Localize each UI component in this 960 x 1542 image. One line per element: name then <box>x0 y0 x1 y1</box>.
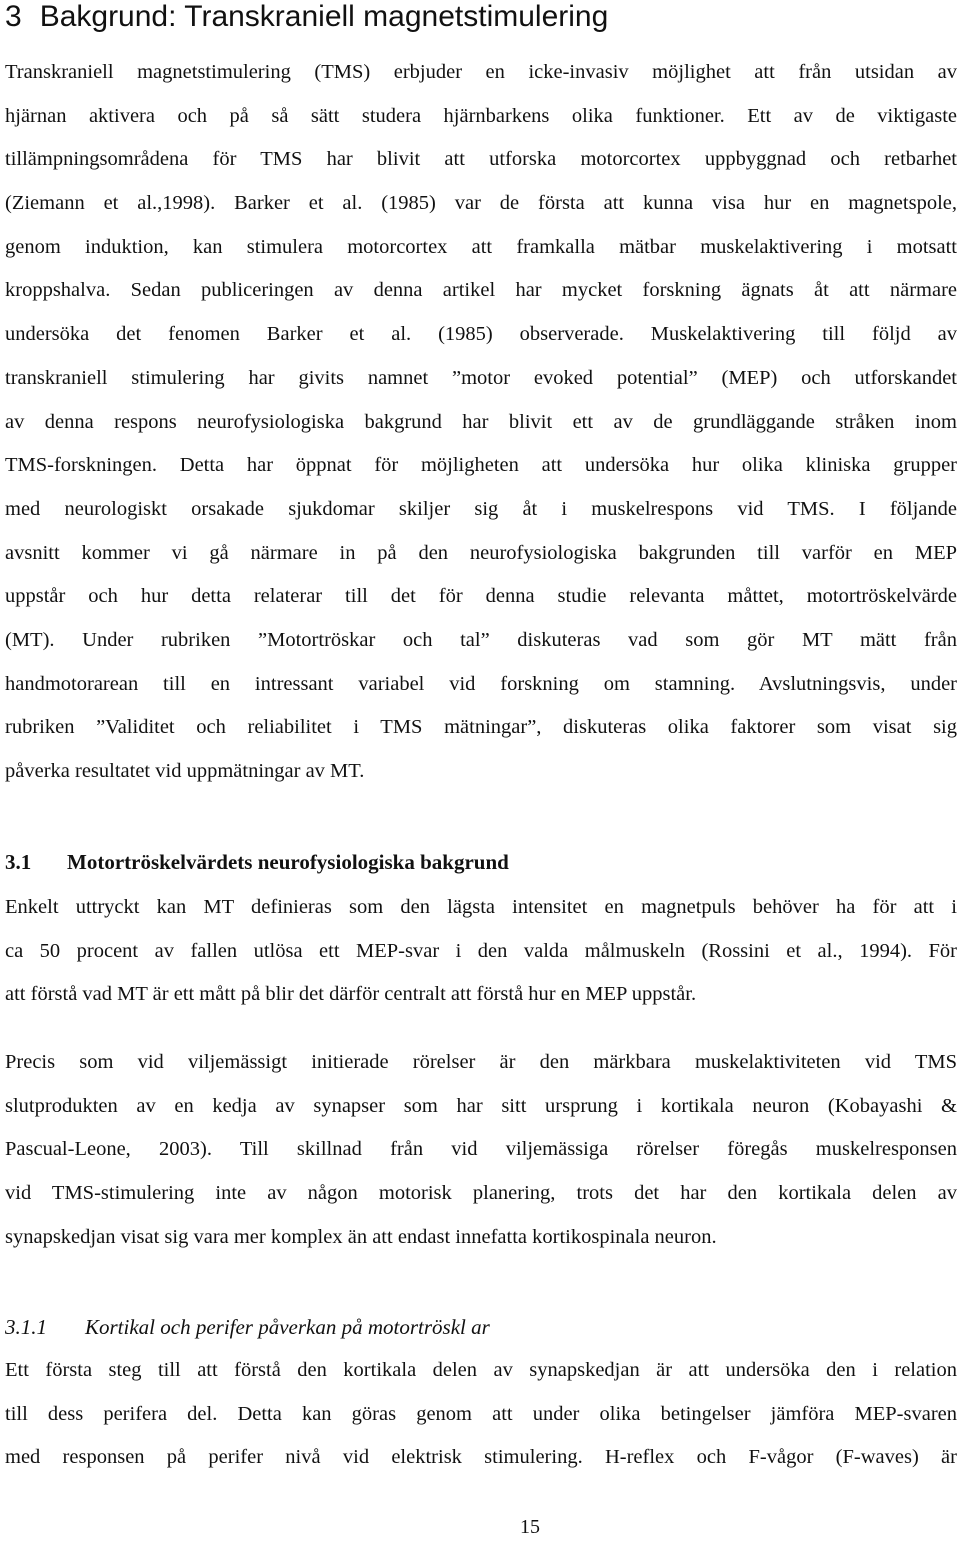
chapter-heading <box>5 0 608 34</box>
text-line: av denna respons neurofysiologiska bakgrund har blivit ett av de grundläggande stråken inom <box>5 410 957 433</box>
text-line: Pascual-Leone, 2003). Till skillnad från vid viljemässiga rörelser föregås muskelresponsen <box>5 1138 957 1161</box>
text-line: rubriken ”Validitet och reliabilitet i TMS mätningar”, diskuteras olika faktorer som visat sig <box>5 716 957 739</box>
page-number: 15 <box>520 1516 540 1538</box>
text-line: undersöka det fenomen Barker et al. (1985) observerade. Muskelaktivering till följd av <box>5 323 957 346</box>
text-line: transkraniell stimulering har givits namnet ”motor evoked potential” (MEP) och utforskandet <box>5 366 957 389</box>
text-line: slutprodukten av en kedja av synapser som har sitt ursprung i kortikala neuron (Kobayashi & <box>5 1094 957 1117</box>
text-line: Transkraniell magnetstimulering (TMS) erbjuder en icke-invasiv möjlighet att från utsidan av <box>5 61 957 83</box>
text-line: uppstår och hur detta relaterar till det för denna studie relevanta måttet, motortröskelvärde <box>5 585 957 608</box>
text-line: vid TMS-stimulering inte av någon motorisk planering, trots det har den kortikala delen av <box>5 1182 957 1205</box>
text-line: Enkelt uttryckt kan MT definieras som den lägsta intensitet en magnetpuls behöver ha för att i <box>5 896 957 918</box>
text-line: ca 50 procent av fallen utlösa ett MEP-svar i den valda målmuskeln (Rossini et al., 1994). För <box>5 939 957 962</box>
subsection-number: 3.1.1 <box>5 1315 47 1339</box>
chapter-title: Bakgrund: Transkraniell magnetstimulering <box>39 0 609 33</box>
text-line: att förstå vad MT är ett mått på blir det därför centralt att förstå hur en MEP uppstår. <box>5 983 697 1006</box>
text-line: synapskedjan visat sig vara mer komplex än att endast innefatta kortikospinala neuron. <box>5 1225 717 1248</box>
text-line: med responsen på perifer nivå vid elektrisk stimulering. H-reflex och F-vågor (F-waves) är <box>5 1446 957 1469</box>
text-line: påverka resultatet vid uppmätningar av MT. <box>5 760 365 782</box>
subsection-title: Kortikal och perifer påverkan på motortröskl ar <box>85 1315 490 1339</box>
text-line: med neurologiskt orsakade sjukdomar skiljer sig åt i muskelrespons vid TMS. I följande <box>5 497 957 520</box>
text-line: avsnitt kommer vi gå närmare in på den neurofysiologiska bakgrunden till varför en MEP <box>5 541 957 564</box>
intro-paragraph <box>5 51 957 794</box>
text-line: tillämpningsområdena för TMS har blivit att utforska motorcortex uppbyggnad och retbarhet <box>5 148 957 171</box>
section-title: Motortröskelvärdets neurofysiologiska bakgrund <box>67 850 509 874</box>
text-line: (MT). Under rubriken ”Motortröskar och tal” diskuteras vad som gör MT mätt från <box>5 628 957 651</box>
text-line: till dess perifera del. Detta kan göras genom att under olika betingelser jämföra MEP-svaren <box>5 1402 957 1425</box>
text-line: handmotorarean till en intressant variabel vid forskning om stamning. Avslutningsvis, under <box>5 672 957 695</box>
text-line: TMS-forskningen. Detta har öppnat för möjligheten att undersöka hur olika kliniska grupper <box>5 454 957 477</box>
section-3-1-paragraph-2 <box>5 1041 957 1259</box>
chapter-number: 3 <box>5 0 22 33</box>
section-heading-3-1 <box>5 847 509 877</box>
subsection-heading-3-1-1 <box>5 1312 490 1342</box>
text-line: Ett första steg till att förstå den kortikala delen av synapskedjan är att undersöka den i relation <box>5 1359 957 1381</box>
section-number: 3.1 <box>5 850 32 874</box>
text-line: genom induktion, kan stimulera motorcortex att framkalla mätbar muskelaktivering i motsatt <box>5 235 957 258</box>
text-line: hjärnan aktivera och på så sätt studera hjärnbarkens olika funktioner. Ett av de viktigaste <box>5 104 957 127</box>
text-line: Precis som vid viljemässigt initierade rörelser är den märkbara muskelaktiviteten vid TMS <box>5 1051 957 1073</box>
text-line: (Ziemann et al.,1998). Barker et al. (1985) var de första att kunna visa hur en magnetspole, <box>5 192 957 215</box>
text-line: kroppshalva. Sedan publiceringen av denna artikel har mycket forskning ägnats åt att närmare <box>5 279 957 302</box>
section-3-1-paragraph-1 <box>5 886 957 1017</box>
section-3-1-1-paragraph <box>5 1349 957 1480</box>
